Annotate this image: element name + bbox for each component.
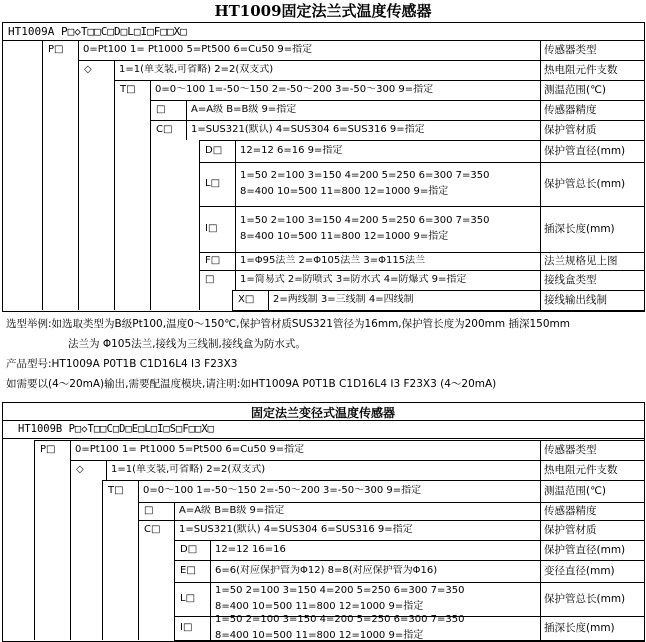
- option-cell: [215, 614, 537, 642]
- option-cell: [191, 124, 537, 136]
- cell-border: [540, 480, 541, 502]
- option-values: 6=6(对应保护管为Φ12) 8=8(对应保护管为Φ16): [215, 565, 438, 576]
- cell-border: [540, 120, 541, 140]
- option-code: T□: [120, 84, 136, 95]
- divider: [2, 438, 644, 439]
- parameter-label: 插深长度(mm): [544, 223, 615, 235]
- cell-border: [540, 60, 541, 80]
- parameter-label: 法兰规格见上图: [544, 255, 618, 267]
- option-values: 0=0～100 1=-50～150 2=-50～200 3=-50～300 9=指定: [143, 485, 422, 496]
- option-code: I□: [205, 223, 218, 234]
- parameter-label: 接线输出线制: [544, 294, 607, 306]
- cell-border: [235, 162, 236, 206]
- option-code: P□: [48, 44, 64, 55]
- parameter-label: 接线盒类型: [544, 274, 597, 286]
- cascade-line: [42, 40, 43, 310]
- row-divider: [174, 560, 644, 561]
- row-divider: [199, 206, 644, 207]
- option-values: 12=12 6=16 9=指定: [240, 145, 343, 156]
- parameter-label: 保护管材质: [544, 524, 597, 536]
- option-cell: [143, 485, 537, 497]
- row-divider: [199, 162, 644, 163]
- row-divider: [150, 120, 644, 121]
- row-divider: [78, 60, 644, 61]
- cell-border: [540, 582, 541, 616]
- option-code: □: [144, 505, 154, 516]
- cascade-line: [102, 480, 103, 640]
- cell-border: [540, 270, 541, 290]
- cell-border: [210, 540, 211, 560]
- divider: [2, 420, 644, 421]
- parameter-label: 变径直径(mm): [544, 565, 615, 577]
- option-code: □: [205, 274, 215, 285]
- row-divider: [42, 40, 644, 41]
- row-divider: [114, 80, 644, 81]
- cell-border: [268, 290, 269, 310]
- option-cell: [191, 104, 537, 116]
- cell-border: [235, 252, 236, 270]
- option-values: 1=SUS321(默认) 4=SUS304 6=SUS316 9=指定: [179, 524, 413, 535]
- row-divider: [174, 540, 644, 541]
- option-values: 1=50 2=100 3=150 4=200 5=250 6=300 7=350: [215, 585, 465, 596]
- title-ht1009: HT1009固定法兰式温度传感器: [214, 2, 432, 20]
- option-values-2: 8=400 10=500 11=800 12=1000 9=指定: [215, 630, 424, 641]
- option-code: D□: [180, 544, 198, 555]
- cascade-line: [138, 520, 139, 640]
- option-cell: [273, 294, 537, 306]
- cell-border: [540, 162, 541, 206]
- row-divider: [232, 290, 644, 291]
- row-divider: [102, 480, 644, 481]
- title-ht1009b: 固定法兰变径式温度传感器: [250, 406, 395, 420]
- cell-border: [78, 40, 79, 60]
- cell-border: [235, 140, 236, 162]
- option-values: 1=Φ95法兰 2=Φ105法兰 3=Φ115法兰: [240, 255, 426, 266]
- cascade-line: [34, 440, 35, 640]
- row-divider: [199, 252, 644, 253]
- cell-border: [540, 206, 541, 252]
- option-cell: [240, 274, 537, 286]
- row-divider: [138, 520, 644, 521]
- parameter-label: 热电阻元件支数: [544, 464, 618, 476]
- cascade-line: [174, 616, 175, 640]
- option-cell: [179, 524, 537, 536]
- option-cell: [111, 464, 537, 476]
- model-code-2: HT1009B P□◇T□□C□D□E□L□I□S□F□□X□: [18, 423, 214, 435]
- parameter-label: 保护管总长(mm): [544, 593, 626, 605]
- cell-border: [540, 440, 541, 460]
- cell-border: [210, 616, 211, 640]
- example-line-1: 选型举例:如选取类型为B级Pt100,温度0～150℃,保护管材质SUS321管径为16mm,保护管长度为200mm 插深150mm: [6, 318, 570, 330]
- option-values: 1=50 2=100 3=150 4=200 5=250 6=300 7=350: [215, 614, 465, 625]
- option-code: C□: [144, 524, 161, 535]
- option-cell: [215, 585, 537, 613]
- option-values: 12=12 16=16: [215, 544, 286, 555]
- cell-border: [540, 100, 541, 120]
- cell-border: [114, 60, 115, 80]
- option-cell: [240, 170, 537, 198]
- option-cell: [240, 255, 537, 267]
- cell-border: [540, 290, 541, 310]
- cascade-line: [78, 60, 79, 310]
- option-values-2: 8=400 10=500 11=800 12=1000 9=指定: [240, 186, 449, 197]
- option-cell: [240, 215, 537, 243]
- cell-border: [540, 252, 541, 270]
- cell-border: [235, 206, 236, 252]
- option-code: D□: [205, 145, 223, 156]
- parameter-label: 保护管总长(mm): [544, 178, 626, 190]
- cell-border: [106, 460, 107, 480]
- option-values: 1=简易式 2=防喷式 3=防水式 4=防爆式 9=指定: [240, 274, 467, 285]
- cell-border: [210, 560, 211, 582]
- parameter-label: 测温范围(℃): [544, 84, 606, 96]
- output-note: 如需要以(4～20mA)输出,需要配温度模块,请注明:如HT1009A P0T1B C1D16L4 I3 F23X3 (4～20mA): [6, 378, 497, 390]
- option-values: 1=SUS321(默认) 4=SUS304 6=SUS316 9=指定: [191, 124, 425, 135]
- option-values: 0=Pt100 1= Pt1000 5=Pt500 6=Cu50 9=指定: [83, 44, 313, 55]
- option-values: 1=1(单支装,可省略) 2=2(双支式): [119, 64, 274, 75]
- parameter-label: 保护管材质: [544, 124, 597, 136]
- cell-border: [540, 520, 541, 540]
- option-values-2: 8=400 10=500 11=800 12=1000 9=指定: [215, 601, 424, 612]
- cell-border: [540, 460, 541, 480]
- parameter-label: 插深长度(mm): [544, 622, 615, 634]
- cell-border: [540, 80, 541, 100]
- cell-border: [150, 80, 151, 100]
- option-values: 0=Pt100 1= Pt1000 5=Pt500 6=Cu50 9=指定: [75, 444, 305, 455]
- cell-border: [540, 540, 541, 560]
- cascade-line: [199, 270, 200, 310]
- cascade-line: [114, 80, 115, 310]
- cell-border: [138, 480, 139, 502]
- example-line-2: 法兰为 Φ105法兰,接线为三线制,接线盒为防水式。: [68, 338, 306, 350]
- row-divider: [70, 460, 644, 461]
- option-cell: [179, 505, 537, 517]
- option-cell: [215, 565, 537, 577]
- option-cell: [83, 44, 537, 56]
- option-code: F□: [205, 255, 221, 266]
- option-values-2: 8=400 10=500 11=800 12=1000 9=指定: [240, 231, 449, 242]
- cell-border: [70, 440, 71, 460]
- cascade-line: [70, 460, 71, 640]
- option-code: □: [156, 104, 166, 115]
- option-code: ◇: [76, 464, 84, 475]
- parameter-label: 热电阻元件支数: [544, 64, 618, 76]
- cell-border: [210, 582, 211, 616]
- option-code: X□: [238, 294, 255, 305]
- row-divider: [138, 502, 644, 503]
- row-divider: [199, 270, 644, 271]
- cell-border: [540, 40, 541, 60]
- product-model: 产品型号:HT1009A P0T1B C1D16L4 I3 F23X3: [6, 358, 238, 370]
- cell-border: [174, 520, 175, 540]
- cell-border: [235, 270, 236, 290]
- parameter-label: 保护管直径(mm): [544, 544, 626, 556]
- cascade-line: [150, 120, 151, 310]
- cell-border: [540, 502, 541, 520]
- option-code: I□: [180, 622, 193, 633]
- parameter-label: 测温范围(℃): [544, 485, 606, 497]
- cell-border: [186, 120, 187, 140]
- option-values: 1=50 2=100 3=150 4=200 5=250 6=300 7=350: [240, 170, 490, 181]
- row-divider: [34, 440, 644, 441]
- row-divider: [150, 100, 644, 101]
- option-values: 2=两线制 3=三线制 4=四线制: [273, 294, 414, 305]
- option-values: 1=1(单支装,可省略) 2=2(双支式): [111, 464, 266, 475]
- option-code: ◇: [84, 64, 92, 75]
- cell-border: [174, 502, 175, 520]
- option-code: P□: [40, 444, 56, 455]
- option-code: T□: [108, 485, 124, 496]
- cell-border: [540, 560, 541, 582]
- option-values: 1=50 2=100 3=150 4=200 5=250 6=300 7=350: [240, 215, 490, 226]
- row-divider: [232, 310, 644, 311]
- option-cell: [240, 145, 537, 157]
- row-divider: [174, 582, 644, 583]
- cell-border: [540, 616, 541, 640]
- parameter-label: 传感器精度: [544, 505, 597, 517]
- option-code: C□: [156, 124, 173, 135]
- cell-border: [540, 140, 541, 162]
- parameter-label: 传感器类型: [544, 444, 597, 456]
- option-cell: [119, 64, 537, 76]
- cell-border: [186, 100, 187, 120]
- option-values: A=A级 B=B级 9=指定: [179, 505, 285, 516]
- option-code: L□: [205, 178, 221, 189]
- parameter-label: 保护管直径(mm): [544, 145, 626, 157]
- option-cell: [215, 544, 537, 556]
- option-cell: [75, 444, 537, 456]
- cascade-line: [232, 290, 233, 310]
- parameter-label: 传感器精度: [544, 104, 597, 116]
- option-values: 0=0～100 1=-50～150 2=-50～200 3=-50～300 9=指定: [155, 84, 434, 95]
- option-code: E□: [180, 565, 196, 576]
- parameter-label: 传感器类型: [544, 44, 597, 56]
- row-divider: [174, 640, 644, 641]
- option-values: A=A级 B=B级 9=指定: [191, 104, 297, 115]
- model-code-1: HT1009A P□◇T□□C□D□L□I□F□□X□: [8, 25, 187, 38]
- option-cell: [155, 84, 537, 96]
- row-divider: [199, 140, 644, 141]
- option-code: L□: [180, 593, 196, 604]
